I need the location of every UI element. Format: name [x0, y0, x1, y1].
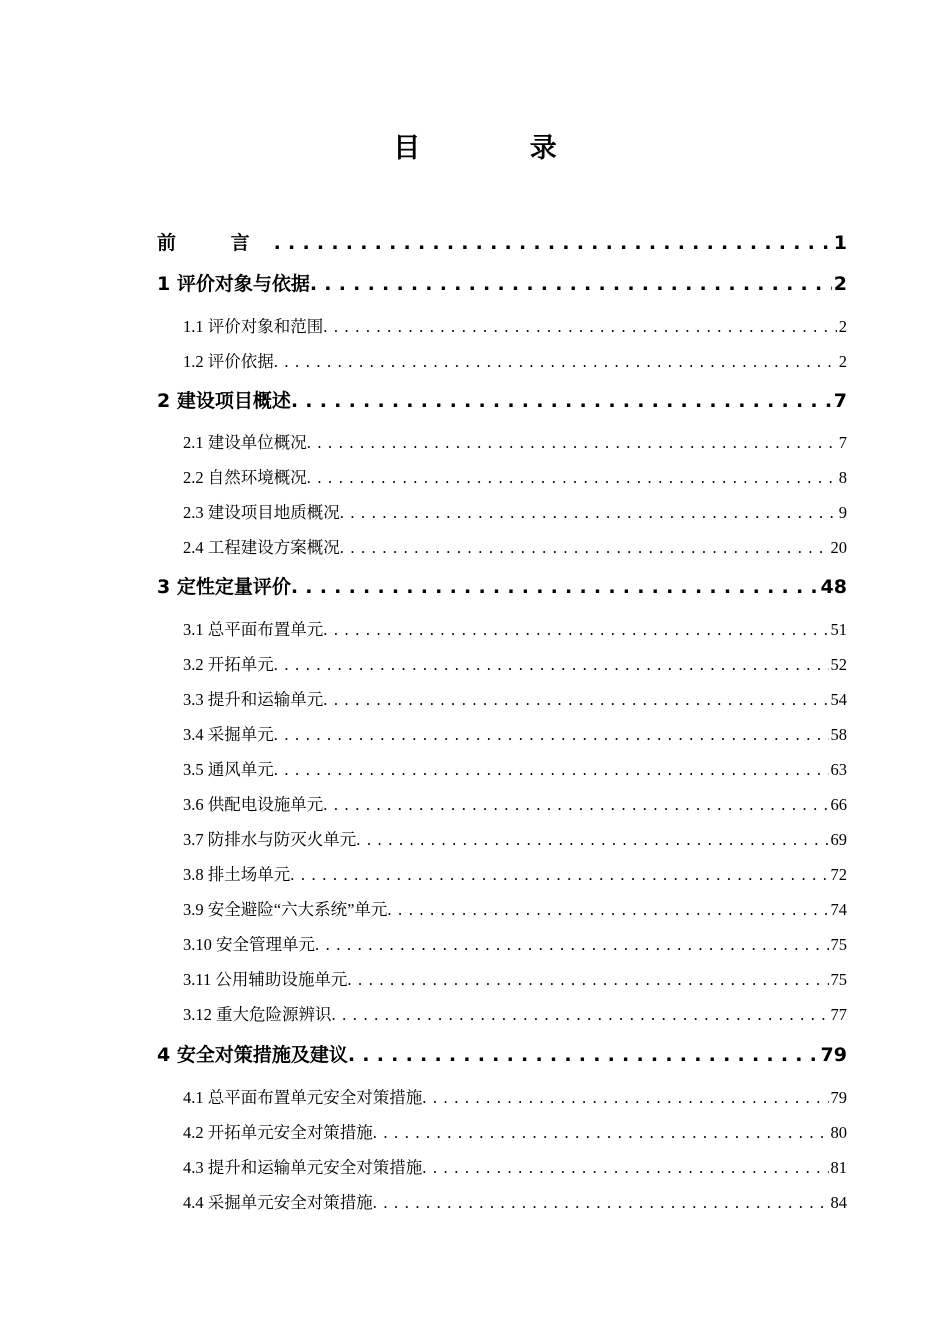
dot-leader — [356, 830, 828, 850]
toc-page-number: 75 — [830, 935, 847, 954]
toc-entry-label: 2 建设项目概述 — [157, 390, 291, 412]
toc-entry-label: 3.10 安全管理单元 — [183, 935, 315, 954]
toc-page-number: 8 — [838, 468, 847, 487]
toc-chapter-entry[interactable] — [157, 269, 847, 296]
toc-section-entry[interactable] — [183, 1154, 847, 1178]
toc-entry-label: 3.8 排土场单元 — [183, 865, 291, 884]
toc-page-number: 20 — [830, 538, 847, 557]
dot-leader — [290, 865, 828, 885]
toc-page-number: 80 — [830, 1123, 847, 1142]
toc-chapter-entry[interactable] — [157, 572, 847, 599]
toc-entry-label: 1.1 评价对象和范围 — [183, 317, 324, 336]
toc-section-entry[interactable] — [183, 896, 847, 920]
toc-section-entry[interactable] — [183, 861, 847, 885]
toc-entry-label: 3.11 公用辅助设施单元 — [183, 970, 348, 989]
toc-chapter-entry[interactable] — [157, 1040, 847, 1067]
dot-leader — [315, 935, 829, 955]
toc-page-number: 58 — [830, 725, 847, 744]
dot-leader — [274, 232, 832, 254]
toc-entry-label: 4.3 提升和运输单元安全对策措施 — [183, 1158, 423, 1177]
toc-page-number: 69 — [830, 830, 847, 849]
dot-leader — [307, 433, 837, 453]
toc-page-number: 84 — [830, 1193, 847, 1212]
toc-section-entry[interactable] — [183, 348, 847, 372]
toc-page-number: 2 — [833, 273, 847, 295]
dot-leader — [323, 620, 828, 640]
toc-page-number: 79 — [830, 1088, 847, 1107]
dot-leader — [347, 970, 828, 990]
dot-leader — [323, 317, 837, 337]
toc-entry-label: 1 评价对象与依据 — [157, 273, 310, 295]
dot-leader — [340, 503, 837, 523]
toc-page-number: 79 — [820, 1044, 847, 1066]
toc-page-number: 72 — [830, 865, 847, 884]
toc-section-entry[interactable] — [183, 1189, 847, 1213]
toc-section-entry[interactable] — [183, 686, 847, 710]
toc-section-entry[interactable] — [183, 791, 847, 815]
toc-entry-label: 3.12 重大危险源辨识 — [183, 1005, 332, 1024]
dot-leader — [373, 1193, 829, 1213]
toc-page-number: 2 — [838, 352, 847, 371]
dot-leader — [310, 273, 832, 295]
dot-leader — [274, 760, 829, 780]
toc-section-entry[interactable] — [183, 616, 847, 640]
dot-leader — [323, 690, 828, 710]
dot-leader — [291, 576, 819, 598]
toc-page-number: 75 — [830, 970, 847, 989]
dot-leader — [422, 1088, 828, 1108]
toc-page-number: 9 — [838, 503, 847, 522]
toc-entry-label: 3.7 防排水与防灭火单元 — [183, 830, 357, 849]
toc-title: 目 录 — [393, 133, 607, 164]
toc-page-number: 7 — [833, 390, 847, 412]
toc-section-entry[interactable] — [183, 931, 847, 955]
toc-entry-label: 3.1 总平面布置单元 — [183, 620, 324, 639]
toc-entry-label: 3.6 供配电设施单元 — [183, 795, 324, 814]
toc-section-entry[interactable] — [183, 651, 847, 675]
toc-page-number: 77 — [830, 1005, 847, 1024]
toc-entry-label: 2.2 自然环境概况 — [183, 468, 307, 487]
toc-entry-label: 3.2 开拓单元 — [183, 655, 274, 674]
toc-page-number: 54 — [830, 690, 847, 709]
toc-section-entry[interactable] — [183, 1119, 847, 1143]
dot-leader — [274, 725, 829, 745]
toc-entry-label: 3.5 通风单元 — [183, 760, 274, 779]
toc-entry-label: 2.3 建设项目地质概况 — [183, 503, 340, 522]
toc-section-entry[interactable] — [183, 1084, 847, 1108]
dot-leader — [387, 900, 828, 920]
toc-entry-label: 3 定性定量评价 — [157, 576, 291, 598]
dot-leader — [291, 390, 832, 412]
toc-entry-label: 2.4 工程建设方案概况 — [183, 538, 340, 557]
dot-leader — [348, 1044, 819, 1066]
toc-page-number: 48 — [820, 576, 847, 598]
toc-page-number: 81 — [830, 1158, 847, 1177]
dot-leader — [332, 1005, 829, 1025]
toc-page-number: 66 — [830, 795, 847, 814]
toc-section-entry[interactable] — [183, 464, 847, 488]
toc-entry-label: 1.2 评价依据 — [183, 352, 274, 371]
dot-leader — [373, 1123, 829, 1143]
toc-entry-label: 3.9 安全避险“六大系统”单元 — [183, 900, 388, 919]
toc-chapter-entry[interactable] — [157, 228, 847, 255]
dot-leader — [323, 795, 828, 815]
toc-entry-label: 2.1 建设单位概况 — [183, 433, 307, 452]
toc-page-number: 52 — [830, 655, 847, 674]
toc-section-entry[interactable] — [183, 756, 847, 780]
toc-section-entry[interactable] — [183, 534, 847, 558]
toc-page-number: 63 — [830, 760, 847, 779]
toc-entry-label: 前 言 — [157, 232, 274, 254]
toc-page-number: 2 — [838, 317, 847, 336]
toc-section-entry[interactable] — [183, 313, 847, 337]
toc-entry-label: 4.1 总平面布置单元安全对策措施 — [183, 1088, 423, 1107]
toc-entry-label: 3.3 提升和运输单元 — [183, 690, 324, 709]
toc-page-number: 1 — [833, 232, 847, 254]
dot-leader — [274, 655, 829, 675]
toc-section-entry[interactable] — [183, 429, 847, 453]
toc-section-entry[interactable] — [183, 499, 847, 523]
dot-leader — [340, 538, 829, 558]
toc-entry-label: 4.4 采掘单元安全对策措施 — [183, 1193, 373, 1212]
toc-section-entry[interactable] — [183, 826, 847, 850]
toc-entry-label: 4 安全对策措施及建议 — [157, 1044, 348, 1066]
toc-entry-label: 3.4 采掘单元 — [183, 725, 274, 744]
toc-page-number: 51 — [830, 620, 847, 639]
dot-leader — [307, 468, 837, 488]
dot-leader — [422, 1158, 828, 1178]
dot-leader — [274, 352, 837, 372]
toc-page-number: 74 — [830, 900, 847, 919]
toc-section-entry[interactable] — [183, 966, 847, 990]
toc-page-number: 7 — [838, 433, 847, 452]
toc-section-entry[interactable] — [183, 1001, 847, 1025]
toc-entry-label: 4.2 开拓单元安全对策措施 — [183, 1123, 373, 1142]
toc-chapter-entry[interactable] — [157, 386, 847, 413]
toc-section-entry[interactable] — [183, 721, 847, 745]
